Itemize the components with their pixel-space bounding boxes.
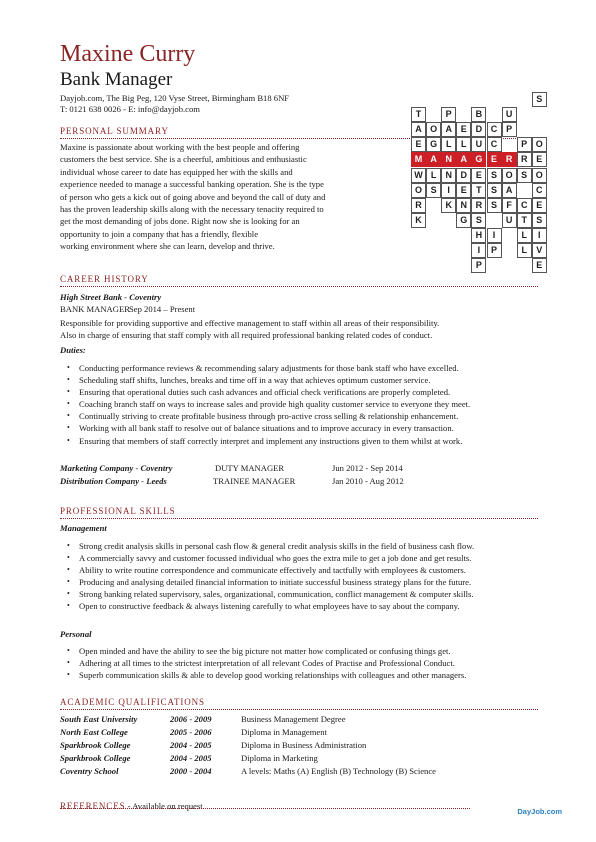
summary-text [60,141,400,253]
puzzle-cell: S [517,168,532,183]
main-job-desc-line: Also in charge of ensuring that staff comply with all required professional banking related codes of conduct. [60,330,433,340]
contact-phone-email: T: 0121 638 0026 - E: info@dayjob.com [60,104,200,114]
management-skill-item: • A commercially savvy and customer focussed individual who goes the extra mile to get a job done and get results. [79,552,569,564]
puzzle-cell: U [502,213,517,228]
puzzle-cell: I [441,183,456,198]
puzzle-cell: S [471,213,486,228]
puzzle-cell: S [426,183,441,198]
management-skill-item: • Strong banking related supervisory, sales, organizational, communication, conflict management & computer skills. [79,588,569,600]
education-school: Sparkbrook College [60,753,131,763]
puzzle-cell: W [411,168,426,183]
education-years: 2000 - 2004 [170,766,212,776]
skills-divider [60,518,538,519]
puzzle-cell: A [411,122,426,137]
puzzle-cell: R [411,198,426,213]
summary-line: get the most demanding of jobs done. Right now she is looking for an [60,216,300,227]
education-qualification: Diploma in Business Administration [241,740,367,750]
puzzle-cell: G [456,213,471,228]
personal-skills-list [60,645,569,681]
puzzle-cell: P [441,107,456,122]
puzzle-cell: K [411,213,426,228]
education-qualification: Business Management Degree [241,714,346,724]
summary-line: experience needed to manage a successful banking operation. She is the type [60,179,324,190]
puzzle-cell: N [456,198,471,213]
references-divider [60,808,470,809]
puzzle-cell: C [517,198,532,213]
puzzle-cell: D [456,168,471,183]
main-job-dates: Sep 2014 – Present [129,304,196,314]
puzzle-cell: P [471,258,486,273]
duties-list [60,362,569,447]
management-skills-list [60,540,569,613]
puzzle-cell: O [502,168,517,183]
duty-item: • Scheduling staff shifts, lunches, breaks and time off in a way that achieves optimum customer service. [79,374,569,386]
references-heading: REFERENCES [60,801,126,811]
puzzle-cell: E [411,137,426,152]
puzzle-cell: V [532,243,547,258]
puzzle-cell: S [487,183,502,198]
duty-item: • Ensuring that operational duties such cash advances and official check verifications are properly completed. [79,386,569,398]
management-skill-item: • Strong credit analysis skills in personal cash flow & general credit analysis skills in the field of business cash flow. [79,540,569,552]
puzzle-cell-highlight: E [487,152,502,167]
job-dates: Jun 2012 - Sep 2014 [332,463,403,473]
summary-line: of person who gets a kick out of going above and beyond the call of duty and [60,191,326,202]
contact-address: Dayjob.com, The Big Peg, 120 Vyse Street, Birmingham B18 6NF [60,93,290,103]
management-label: Management [60,523,107,533]
puzzle-cell: P [502,122,517,137]
duty-item: • Continually striving to create profitable business through pro-active cross selling & relationship enhancement. [79,410,569,422]
puzzle-cell-highlight: R [502,152,517,167]
job-company: Marketing Company - Coventry [60,463,173,473]
puzzle-cell: D [471,122,486,137]
puzzle-cell: I [471,243,486,258]
puzzle-cell: L [441,137,456,152]
education-school: Coventry School [60,766,119,776]
candidate-name: Maxine Curry [60,41,196,67]
puzzle-cell: L [426,168,441,183]
skills-heading: PROFESSIONAL SKILLS [60,506,176,516]
job-company: Distribution Company - Leeds [60,476,167,486]
education-heading: ACADEMIC QUALIFICATIONS [60,697,205,707]
personal-skill-item: • Superb communication skills & able to develop good working relationships with colleagues and other managers. [79,669,569,681]
education-years: 2005 - 2006 [170,727,212,737]
puzzle-cell: O [532,168,547,183]
management-skill-item: • Ability to write routine correspondence and communicate effectively and tactfully with employees & customers. [79,564,569,576]
puzzle-cell: S [532,213,547,228]
puzzle-cell: N [441,168,456,183]
puzzle-cell: L [517,243,532,258]
duties-label: Duties: [60,345,86,355]
management-skill-item: • Producing and analysing detailed financial information to initiate successful business strategy plans for the future. [79,576,569,588]
summary-line: individual whose career to date has equipped her with the skills and [60,166,293,177]
job-dates: Jan 2010 - Aug 2012 [332,476,404,486]
puzzle-cell: P [487,243,502,258]
puzzle-cell: S [487,168,502,183]
education-years: 2006 - 2009 [170,714,212,724]
puzzle-cell: A [502,183,517,198]
summary-heading: PERSONAL SUMMARY [60,126,169,136]
dayjob-logo: DayJob.com [517,807,562,816]
education-years: 2004 - 2005 [170,740,212,750]
puzzle-cell: L [456,137,471,152]
education-qualification: Diploma in Management [241,727,327,737]
duty-item: • Coaching branch staff on ways to increase sales and provide high quality customer service to everyone they meet. [79,398,569,410]
career-divider [60,286,538,287]
puzzle-cell: K [441,198,456,213]
puzzle-cell: G [426,137,441,152]
education-school: Sparkbrook College [60,740,131,750]
puzzle-cell: F [502,198,517,213]
duty-item: • Ensuring that members of staff correctly interpret and implement any instructions given to them whilst at work. [79,435,569,447]
main-job-desc-line: Responsible for providing supportive and effective management to staff within all areas of their responsibility. [60,318,440,328]
puzzle-cell: I [487,228,502,243]
job-position: DUTY MANAGER [215,463,285,473]
puzzle-cell: T [517,213,532,228]
puzzle-cell: U [471,137,486,152]
puzzle-cell-highlight: A [426,152,441,167]
puzzle-cell-highlight: G [471,152,486,167]
puzzle-cell: H [471,228,486,243]
education-qualification: A levels: Maths (A) English (B) Technology (B) Science [241,766,436,776]
education-divider [60,709,538,710]
puzzle-cell: R [517,152,532,167]
puzzle-cell: L [517,228,532,243]
references-separator: - [125,801,133,811]
summary-line: working environment where she can learn, develop and thrive. [60,241,275,252]
management-skill-item: • Open to constructive feedback & always listening carefully to what employees have to say about the company. [79,600,569,612]
puzzle-cell: T [411,107,426,122]
personal-skill-item: • Adhering at all times to the strictest interpretation of all relevant Codes of Practise and Professional Conduct. [79,657,569,669]
summary-line: customers the best service. She is a cheerful, ambitious and enthusiastic [60,154,307,165]
puzzle-cell: E [471,168,486,183]
puzzle-cell: O [532,137,547,152]
puzzle-cell-highlight: M [411,152,426,167]
puzzle-cell: P [517,137,532,152]
word-puzzle-graphic [411,92,543,284]
education-qualification: Diploma in Marketing [241,753,318,763]
puzzle-cell: C [532,183,547,198]
puzzle-cell-highlight: N [441,152,456,167]
main-job-position: BANK MANAGER [60,304,130,314]
puzzle-cell-highlight: A [456,152,471,167]
puzzle-cell: O [426,122,441,137]
main-job-company: High Street Bank - Coventry [60,292,162,302]
job-position: TRAINEE MANAGER [213,476,296,486]
puzzle-cell: R [471,198,486,213]
education-school: North East College [60,727,128,737]
education-years: 2004 - 2005 [170,753,212,763]
personal-skill-item: • Open minded and have the ability to see the big picture not matter how complicated or confusing things get. [79,645,569,657]
summary-line: opportunity to join a company that has a friendly, flexible [60,228,259,239]
puzzle-cell: B [471,107,486,122]
duty-item: • Conducting performance reviews & recommending salary adjustments for those bank staff who have excelled. [79,362,569,374]
puzzle-cell: S [532,92,547,107]
puzzle-cell: C [487,137,502,152]
puzzle-cell: T [471,183,486,198]
career-heading: CAREER HISTORY [60,274,149,284]
references-text: Available on request [132,801,203,811]
puzzle-cell: O [411,183,426,198]
puzzle-cell: S [487,198,502,213]
duty-item: • Working with all bank staff to resolve out of balance situations and to improve accuracy in every transaction. [79,422,569,434]
references-row [60,796,203,814]
puzzle-cell: E [456,183,471,198]
puzzle-cell: C [487,122,502,137]
job-title: Bank Manager [60,69,173,90]
puzzle-cell: E [532,152,547,167]
education-school: South East University [60,714,138,724]
puzzle-cell: U [502,107,517,122]
puzzle-cell: I [532,228,547,243]
summary-line: has the proven leadership skills along with the necessary tenacity required to [60,204,324,215]
puzzle-cell: E [456,122,471,137]
puzzle-cell: A [441,122,456,137]
puzzle-cell: E [532,198,547,213]
summary-line: Maxine is passionate about working with the best people and offering [60,142,300,152]
personal-label: Personal [60,629,92,639]
puzzle-cell: E [532,258,547,273]
